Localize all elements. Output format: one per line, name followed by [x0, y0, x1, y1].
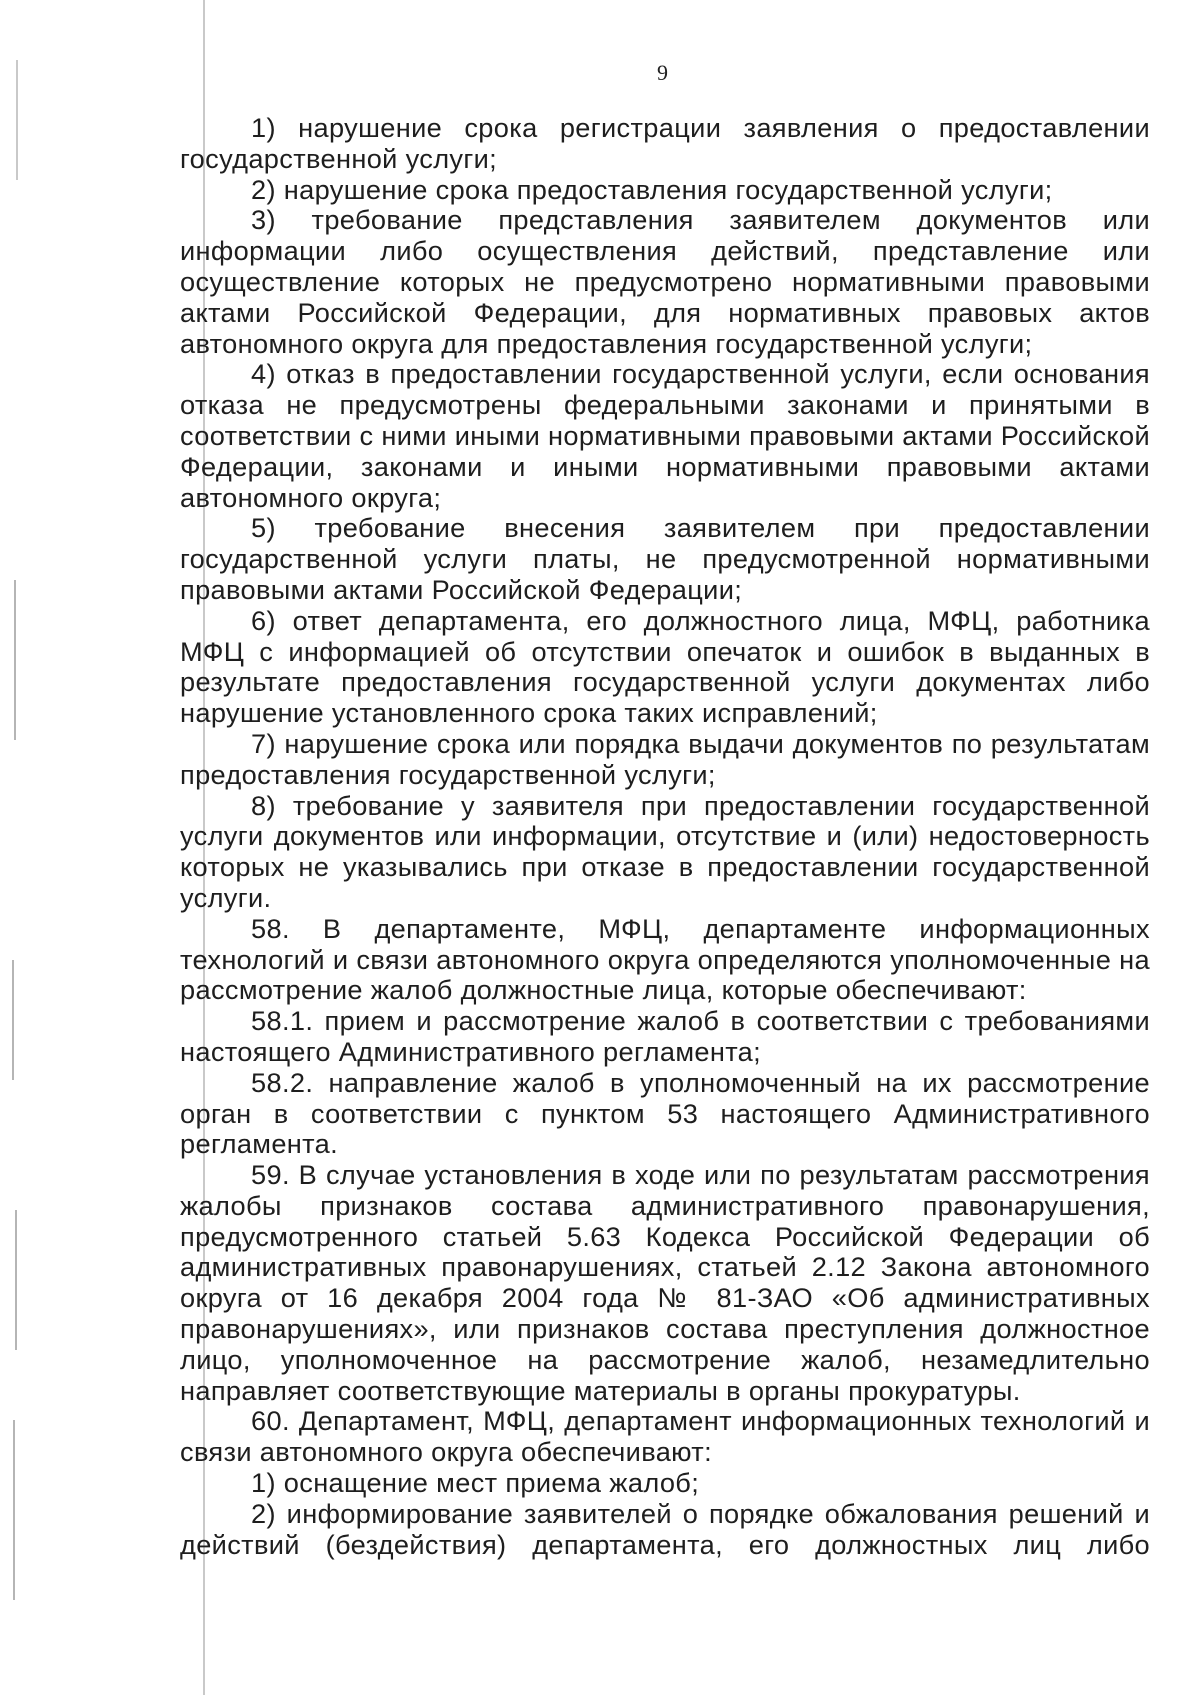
paragraph-item-6: 6) ответ департамента, его должностного лица, МФЦ, работника МФЦ с информацией об отсутствии опечаток и ошибок в выданных в результате предоставления государственной услуги документах либо нарушение установленного срока таких исправлений;	[180, 604, 1150, 729]
scan-edge-mark	[13, 1420, 15, 1600]
paragraph-item-1: 1) нарушение срока регистрации заявления о предоставлении государственной услуги;	[180, 112, 1150, 174]
paragraph-item-4: 4) отказ в предоставлении государственной услуги, если основания отказа не предусмотрены федеральными законами и принятыми в соответствии с ними иными нормативными правовыми актами Российской Федерации, законами и иными нормативными правовыми актами автономного округа;	[180, 358, 1150, 513]
paragraph-60-item-2: 2) информирование заявителей о порядке обжалования решений и действий (бездействия) департамента, его должностных лиц либо	[180, 1497, 1150, 1560]
paragraph-item-2: 2) нарушение срока предоставления государственной услуги;	[251, 173, 1053, 205]
paragraph-58-1: 58.1. прием и рассмотрение жалоб в соответствии с требованиями настоящего Административного регламента;	[180, 1005, 1150, 1067]
scan-edge-mark	[14, 580, 16, 740]
paragraph-item-8: 8) требование у заявителя при предоставлении государственной услуги документов или информации, отсутствие и (или) недостоверность которых не указывались при отказе в предоставлении государственной услуги.	[180, 789, 1150, 913]
paragraph-60-item-1: 1) оснащение мест приема жалоб;	[251, 1467, 700, 1499]
paragraph-item-7: 7) нарушение срока или порядка выдачи документов по результатам предоставления государственной услуги;	[180, 727, 1150, 790]
page-number: 9	[657, 60, 668, 85]
paragraph-item-3: 3) требование представления заявителем документов или информации либо осуществления действий, представление или осуществление которых не предусмотрено нормативными правовыми актами Российской Федерации, для нормативных правовых актов автономного округа для предоставления государственной услуги;	[180, 204, 1150, 359]
paragraph-58-2: 58.2. направление жалоб в уполномоченный на их рассмотрение орган в соответствии с пунктом 53 настоящего Административного регламента.	[180, 1066, 1150, 1160]
scan-edge-mark	[15, 1210, 17, 1350]
document-body	[180, 113, 1150, 1560]
paragraph-59: 59. В случае установления в ходе или по результатам рассмотрения жалобы признаков состава административного правонарушения, предусмотренного статьей 5.63 Кодекса Российской Федерации об административных правонарушениях, статьей 2.12 Закона автономного округа от 16 декабря 2004 года № 81-ЗАО «Об административных правонарушениях», или признаков состава преступления должностное лицо, уполномоченное на рассмотрение жалоб, незамедлительно направляет соответствующие материалы в органы прокуратуры.	[180, 1159, 1150, 1406]
paragraph-item-5: 5) требование внесения заявителем при предоставлении государственной услуги платы, не предусмотренной нормативными правовыми актами Российской Федерации;	[180, 512, 1150, 605]
paragraph-60: 60. Департамент, МФЦ, департамент информационных технологий и связи автономного округа обеспечивают:	[180, 1405, 1150, 1468]
paragraph-58: 58. В департаменте, МФЦ, департаменте информационных технологий и связи автономного округа определяются уполномоченные на рассмотрение жалоб должностные лица, которые обеспечивают:	[180, 912, 1150, 1006]
scan-edge-mark	[12, 960, 14, 1080]
